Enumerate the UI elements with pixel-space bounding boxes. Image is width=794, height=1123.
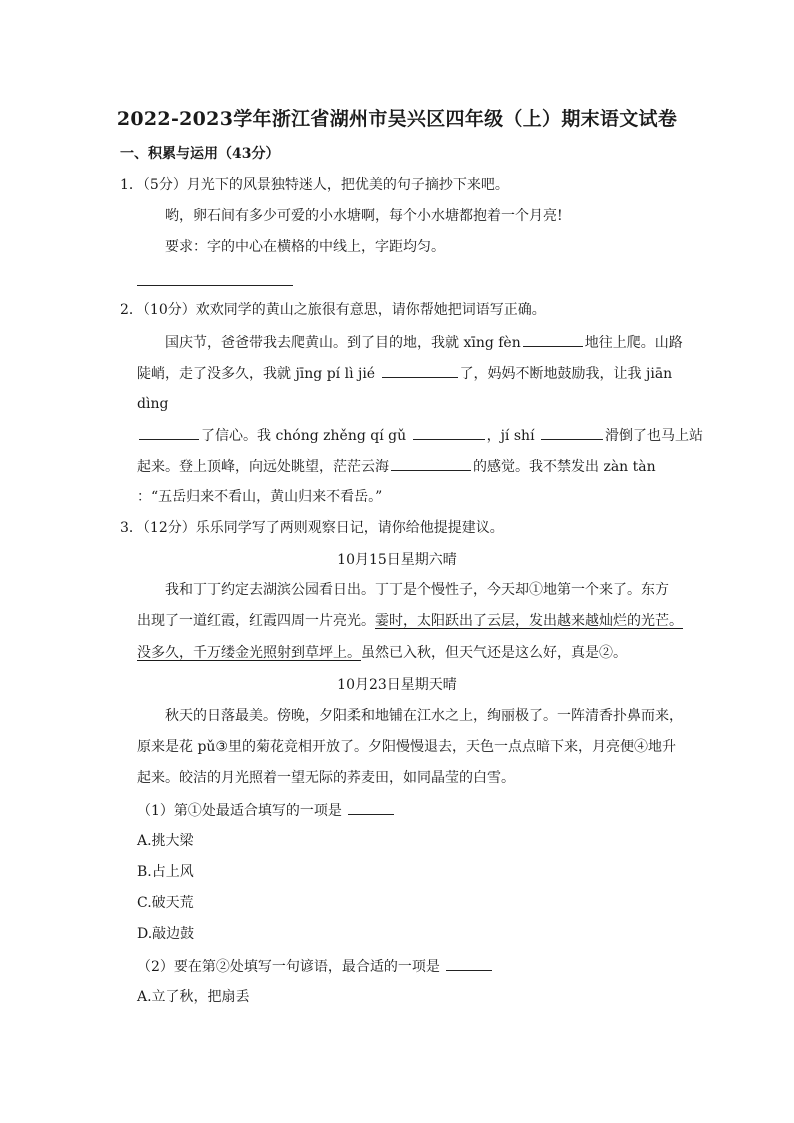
answer-line[interactable]: [137, 285, 293, 286]
answer-blank[interactable]: [382, 363, 458, 378]
question-2-line-6: ：“五岳归来不看山，黄山归来不看岳。”: [137, 489, 383, 505]
diary-2-line-2: 原来是花 pǔ③里的菊花竞相开放了。夕阳慢慢退去，天色一点点暗下来，月亮便④地升: [137, 739, 676, 755]
passage-text: 了信心。我 chóng zhěng qí gǔ: [201, 428, 407, 444]
question-2-line-4: [137, 425, 703, 446]
diary-1-line-1: 我和丁丁约定去湖滨公园看日出。丁丁是个慢性子，今天却①地第一个来了。东方: [165, 582, 669, 598]
answer-blank[interactable]: [446, 956, 492, 971]
passage-text: ，jí shí: [486, 428, 535, 444]
diary-2-line-1: 秋天的日落最美。傍晚，夕阳柔和地铺在江水之上，绚丽极了。一阵清香扑鼻而来，: [165, 708, 683, 724]
answer-blank[interactable]: [523, 332, 583, 347]
answer-blank[interactable]: [541, 425, 603, 440]
diary-1-line-2: [137, 611, 683, 631]
passage-text: 地往上爬。山路: [584, 335, 683, 351]
answer-blank[interactable]: [413, 425, 485, 440]
underlined-text: 没多久，千万缕金光照射到草坪上。: [137, 645, 361, 661]
question-2-stem: 2．（10分）欢欢同学的黄山之旅很有意思，请你帮她把词语写正确。: [120, 302, 546, 318]
question-2-line-2: [137, 363, 672, 384]
section-heading: 一、积累与运用（43分）: [120, 146, 280, 162]
passage-text: 滑倒了也马上站: [605, 428, 703, 444]
passage-text: 国庆节，爸爸带我去爬黄山。到了目的地，我就 xīng fèn: [165, 335, 521, 351]
diary-date-2: 10月23日星期天晴: [337, 677, 457, 693]
passage-text: 起来。登上顶峰，向远处眺望，茫茫云海: [137, 459, 389, 475]
answer-blank[interactable]: [391, 456, 471, 471]
question-1-stem: 1．（5分）月光下的风景独特迷人，把优美的句子摘抄下来吧。: [120, 177, 509, 193]
option-a[interactable]: A.立了秋，把扇丢: [137, 989, 250, 1005]
question-2-line-3: dìng: [137, 396, 169, 412]
question-3-stem: 3．（12分）乐乐同学写了两则观察日记，请你给他提提建议。: [120, 520, 504, 536]
answer-blank[interactable]: [348, 800, 394, 815]
passage-text: 虽然已入秋，但天气还是这么好，真是②。: [361, 645, 627, 661]
option-b[interactable]: B.占上风: [137, 864, 194, 880]
sub-question-1: [137, 800, 396, 821]
passage-text: 出现了一道红霞，红霞四周一片亮光。: [137, 613, 375, 629]
underlined-text: 霎时，太阳跃出了云层，发出越来越灿烂的光芒。: [375, 613, 683, 629]
page-title: 2022-2023学年浙江省湖州市吴兴区四年级（上）期末语文试卷: [116, 108, 678, 130]
diary-1-line-3: [137, 643, 627, 663]
sub-question-2: [137, 956, 494, 977]
passage-text: 的感觉。我不禁发出 zàn tàn: [473, 459, 656, 475]
question-2-line-5: [137, 456, 656, 477]
answer-blank[interactable]: [139, 425, 199, 440]
question-1-requirement: 要求：字的中心在横格的中线上，字距均匀。: [165, 239, 445, 255]
passage-text: 陡峭，走了没多久，我就 jīng pí lì jié: [137, 366, 376, 382]
diary-date-1: 10月15日星期六晴: [337, 552, 457, 568]
sub-question-text: （1）第①处最适合填写的一项是: [137, 803, 342, 819]
question-2-line-1: [165, 332, 683, 353]
option-d[interactable]: D.敲边鼓: [137, 926, 195, 942]
question-1-sentence: 哟，卵石间有多少可爱的小水塘啊，每个小水塘都抱着一个月亮!: [165, 208, 563, 224]
passage-text: 了，妈妈不断地鼓励我，让我 jiān: [459, 366, 673, 382]
diary-2-line-3: 起来。皎洁的月光照着一望无际的荞麦田，如同晶莹的白雪。: [137, 770, 515, 786]
option-a[interactable]: A.挑大梁: [137, 833, 194, 849]
sub-question-text: （2）要在第②处填写一句谚语，最合适的一项是: [137, 959, 440, 975]
option-c[interactable]: C.破天荒: [137, 895, 194, 911]
